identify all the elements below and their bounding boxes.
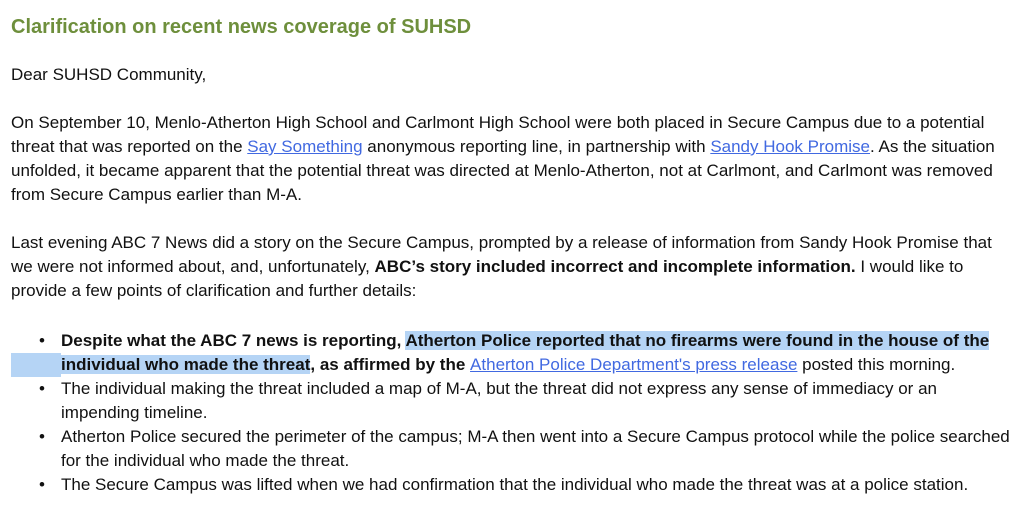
bullet-item-perimeter [61,425,1012,473]
say-something-link[interactable]: Say Something [247,137,363,156]
bullet-text: Atherton Police secured the perimeter of the campus; M-A then went into a Secure Campus protocol while the police searched for the individual who made the threat. [61,427,1010,470]
sandy-hook-promise-link[interactable]: Sandy Hook Promise [710,137,870,156]
press-release-link[interactable]: Atherton Police Department's press release [470,355,798,374]
paragraph-text: anonymous reporting line, in partnership with [362,137,711,156]
paragraph-text: . As the situation unfolded, it became apparent that the potential threat was directed at Menlo-Atherton, not at Carlmont, and Carlmont was removed from Secure Campus earlier than M-A. [11,137,995,204]
highlighted-text: Atherton Police reported that no firearms were found in the house of the individual who made the threat [61,331,990,374]
bold-incorrect-info-text: ABC’s story included incorrect and incomplete information. [374,257,856,276]
bullet-item-map [61,377,1012,425]
bullet-item-firearms [61,329,1012,377]
paragraph-text: On September 10, Menlo-Atherton High School and Carlmont High School were both placed in Secure Campus due to a potential threat that was reported on the [11,113,985,156]
bold-text: Despite what the ABC 7 news is reporting, [61,331,406,350]
paragraph-text: Last evening ABC 7 News did a story on the Secure Campus, prompted by a release of information from Sandy Hook Promise that we were not informed about, and, unfortunately, [11,233,992,276]
bullet-text: The individual making the threat included a map of M-A, but the threat did not express any sense of immediacy or an impending timeline. [61,379,937,422]
bold-text: , as affirmed by the [310,355,471,374]
selection-highlight-strip [11,353,61,377]
paragraph-abc-news [11,231,1012,303]
clarification-bullet-list [11,329,1012,497]
salutation: Dear SUHSD Community, [11,65,207,84]
paragraph-secure-campus [11,111,1012,207]
page-title: Clarification on recent news coverage of SUHSD [11,16,472,38]
bullet-item-lifted [61,473,1012,497]
bullet-text: posted this morning. [797,355,956,374]
bullet-text: The Secure Campus was lifted when we had confirmation that the individual who made the threat was at a police station. [61,475,969,494]
paragraph-text: I would like to provide a few points of clarification and further details: [11,257,964,300]
